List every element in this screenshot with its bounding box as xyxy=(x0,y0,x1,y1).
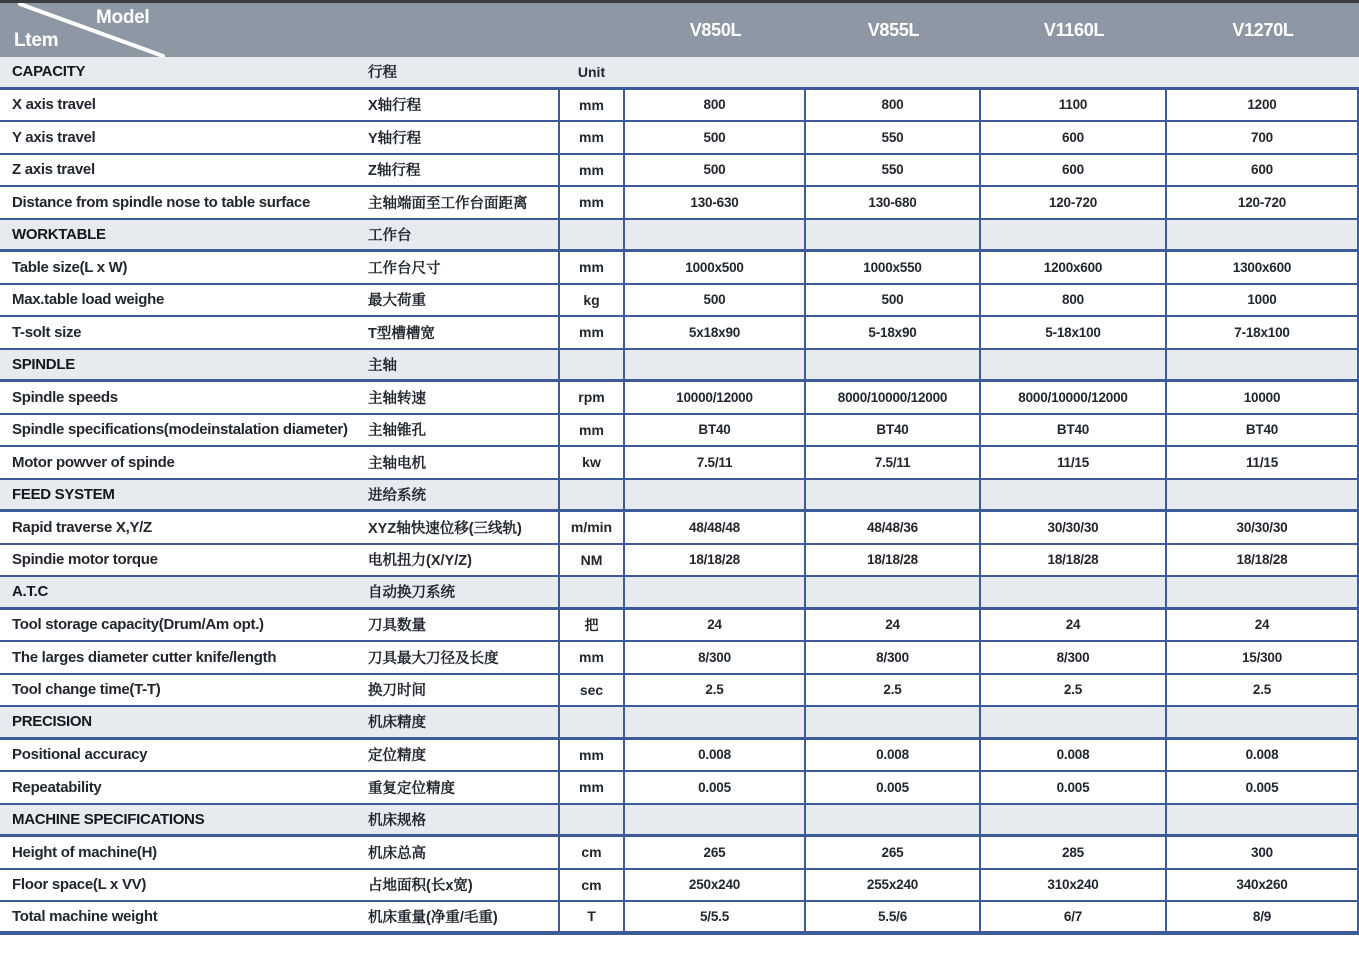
value-cell: 500 xyxy=(625,122,806,153)
value-cell: 5.5/6 xyxy=(806,902,981,931)
value-cell: 130-680 xyxy=(806,187,981,218)
value-cell xyxy=(625,480,806,510)
unit-cell: kw xyxy=(558,447,625,478)
item-name-en: Floor space(L x VV) xyxy=(12,876,147,894)
item-name-zh: 定位精度 xyxy=(368,748,426,765)
value-cell xyxy=(625,707,806,737)
value-cell: 600 xyxy=(981,122,1167,153)
unit-cell xyxy=(558,480,625,510)
spec-row xyxy=(0,837,1359,870)
value-cell: 500 xyxy=(625,285,806,316)
unit-cell: kg xyxy=(558,285,625,316)
value-cell: 30/30/30 xyxy=(981,512,1167,543)
spec-row xyxy=(0,610,1359,643)
spec-row xyxy=(0,870,1359,903)
section-title-zh: 行程 xyxy=(368,65,397,82)
value-cell: 1000 xyxy=(1167,285,1359,316)
item-name-zh: Y轴行程 xyxy=(368,130,422,147)
value-cell: 800 xyxy=(806,90,981,121)
spec-row xyxy=(0,512,1359,545)
value-cell: 5/5.5 xyxy=(625,902,806,931)
item-name-en: Tool change time(T-T) xyxy=(12,681,161,699)
section-header-row xyxy=(0,707,1359,740)
value-cell: 600 xyxy=(1167,155,1359,186)
unit-cell: mm xyxy=(558,642,625,673)
unit-cell: cm xyxy=(558,837,625,868)
unit-cell: cm xyxy=(558,870,625,901)
unit-cell: rpm xyxy=(558,382,625,413)
table-header-row xyxy=(0,3,1359,57)
value-cell: 250x240 xyxy=(625,870,806,901)
unit-cell: mm xyxy=(558,317,625,348)
value-cell: 0.005 xyxy=(806,772,981,803)
value-cell: 0.005 xyxy=(981,772,1167,803)
value-cell: 5-18x90 xyxy=(806,317,981,348)
value-cell xyxy=(981,480,1167,510)
unit-cell: sec xyxy=(558,675,625,706)
value-cell: 500 xyxy=(625,155,806,186)
spec-row xyxy=(0,285,1359,318)
item-name-zh: 主轴锥孔 xyxy=(368,423,426,440)
value-cell: 2.5 xyxy=(806,675,981,706)
item-name-en: Distance from spindle nose to table surface xyxy=(12,193,311,211)
item-name-en: Y axis travel xyxy=(12,128,96,146)
value-cell xyxy=(806,577,981,607)
unit-cell xyxy=(558,805,625,835)
value-cell xyxy=(981,707,1167,737)
spec-row xyxy=(0,675,1359,708)
value-cell: 1200 xyxy=(1167,90,1359,121)
section-header-row xyxy=(0,577,1359,610)
value-cell xyxy=(625,57,806,87)
item-name-en: X axis travel xyxy=(12,96,96,114)
section-header-row xyxy=(0,220,1359,253)
model-column-header: V1160L xyxy=(1043,19,1105,40)
value-cell: 265 xyxy=(625,837,806,868)
value-cell: 10000 xyxy=(1167,382,1359,413)
value-cell: 8000/10000/12000 xyxy=(981,382,1167,413)
value-cell: 550 xyxy=(806,122,981,153)
section-title-zh: 自动换刀系统 xyxy=(368,585,455,602)
item-name-zh: 最大荷重 xyxy=(368,293,426,310)
spec-row xyxy=(0,155,1359,188)
spec-row xyxy=(0,382,1359,415)
value-cell: 7.5/11 xyxy=(806,447,981,478)
value-cell xyxy=(806,350,981,380)
value-cell: 0.005 xyxy=(1167,772,1359,803)
item-name-en: Total machine weight xyxy=(12,907,158,925)
value-cell: 15/300 xyxy=(1167,642,1359,673)
section-title-en: WORKTABLE xyxy=(12,225,106,243)
item-name-en: Height of machine(H) xyxy=(12,843,157,861)
item-name-zh: 主轴端面至工作台面距离 xyxy=(368,195,528,212)
value-cell xyxy=(981,350,1167,380)
value-cell: 2.5 xyxy=(981,675,1167,706)
item-name-zh: 重复定位精度 xyxy=(368,780,455,797)
spec-row xyxy=(0,317,1359,350)
value-cell: 500 xyxy=(806,285,981,316)
value-cell xyxy=(625,220,806,250)
value-cell: 11/15 xyxy=(981,447,1167,478)
spec-row xyxy=(0,187,1359,220)
section-header-row xyxy=(0,480,1359,513)
unit-cell: Unit xyxy=(577,63,606,80)
value-cell: 1200x600 xyxy=(981,252,1167,283)
item-name-zh: 占地面积(长x宽) xyxy=(368,878,473,895)
value-cell: 18/18/28 xyxy=(806,545,981,576)
spec-row xyxy=(0,122,1359,155)
value-cell: 130-630 xyxy=(625,187,806,218)
value-cell: 24 xyxy=(1167,610,1359,641)
section-title-en: A.T.C xyxy=(12,583,49,601)
model-column-header: V855L xyxy=(867,19,920,40)
value-cell: 255x240 xyxy=(806,870,981,901)
value-cell: 18/18/28 xyxy=(1167,545,1359,576)
value-cell xyxy=(981,577,1167,607)
value-cell: 800 xyxy=(625,90,806,121)
value-cell: 8000/10000/12000 xyxy=(806,382,981,413)
value-cell: 700 xyxy=(1167,122,1359,153)
model-column-header: V1270L xyxy=(1232,19,1294,40)
item-name-zh: 机床重量(净重/毛重) xyxy=(368,909,498,926)
value-cell: BT40 xyxy=(1167,415,1359,446)
section-title-zh: 工作台 xyxy=(368,227,412,244)
value-cell xyxy=(981,57,1167,87)
value-cell: 285 xyxy=(981,837,1167,868)
unit-cell: NM xyxy=(558,545,625,576)
value-cell xyxy=(806,57,981,87)
item-name-zh: T型槽槽宽 xyxy=(368,325,435,342)
value-cell: 0.008 xyxy=(806,740,981,771)
value-cell: 120-720 xyxy=(981,187,1167,218)
section-title-en: SPINDLE xyxy=(12,355,75,373)
value-cell: 800 xyxy=(981,285,1167,316)
item-name-en: Spindie motor torque xyxy=(12,551,158,569)
corner-item-label: Ltem xyxy=(14,30,59,51)
item-name-en: Spindle specifications(modeinstalation diameter) xyxy=(12,421,348,439)
value-cell: 24 xyxy=(625,610,806,641)
unit-cell xyxy=(558,350,625,380)
value-cell: 1000x500 xyxy=(625,252,806,283)
value-cell: 5x18x90 xyxy=(625,317,806,348)
section-header-row xyxy=(0,57,1359,90)
value-cell: 8/300 xyxy=(806,642,981,673)
spec-row xyxy=(0,90,1359,123)
item-name-zh: XYZ轴快速位移(三线轨) xyxy=(368,520,522,537)
value-cell xyxy=(1167,220,1359,250)
value-cell: 1300x600 xyxy=(1167,252,1359,283)
spec-row xyxy=(0,902,1359,935)
item-name-en: Spindle speeds xyxy=(12,388,118,406)
spec-row xyxy=(0,545,1359,578)
unit-cell: 把 xyxy=(558,610,625,641)
item-name-zh: Z轴行程 xyxy=(368,163,421,180)
table-body xyxy=(0,57,1359,935)
value-cell: 1000x550 xyxy=(806,252,981,283)
item-name-zh: 主轴转速 xyxy=(368,390,426,407)
value-cell: 6/7 xyxy=(981,902,1167,931)
item-name-en: Tool storage capacity(Drum/Am opt.) xyxy=(12,616,264,634)
header-corner-cell xyxy=(0,3,625,57)
value-cell: BT40 xyxy=(806,415,981,446)
item-name-en: The larges diameter cutter knife/length xyxy=(12,648,277,666)
unit-cell: mm xyxy=(558,772,625,803)
value-cell: 0.008 xyxy=(625,740,806,771)
item-name-en: Z axis travel xyxy=(12,161,95,179)
value-cell xyxy=(981,220,1167,250)
item-name-en: Motor powver of spinde xyxy=(12,453,175,471)
value-cell: BT40 xyxy=(981,415,1167,446)
value-cell: BT40 xyxy=(625,415,806,446)
value-cell xyxy=(806,220,981,250)
value-cell xyxy=(981,805,1167,835)
item-name-zh: 主轴电机 xyxy=(368,455,426,472)
spec-row xyxy=(0,447,1359,480)
item-name-zh: 换刀时间 xyxy=(368,683,426,700)
unit-cell: mm xyxy=(558,740,625,771)
diagonal-divider-line xyxy=(0,3,558,57)
value-cell: 0.008 xyxy=(981,740,1167,771)
value-cell xyxy=(1167,805,1359,835)
value-cell: 5-18x100 xyxy=(981,317,1167,348)
value-cell: 18/18/28 xyxy=(625,545,806,576)
spec-row xyxy=(0,415,1359,448)
section-title-en: PRECISION xyxy=(12,713,92,731)
section-title-zh: 机床规格 xyxy=(368,812,426,829)
unit-cell: T xyxy=(558,902,625,931)
spec-row xyxy=(0,740,1359,773)
value-cell: 18/18/28 xyxy=(981,545,1167,576)
value-cell: 10000/12000 xyxy=(625,382,806,413)
value-cell: 310x240 xyxy=(981,870,1167,901)
unit-cell: mm xyxy=(558,90,625,121)
value-cell: 1100 xyxy=(981,90,1167,121)
value-cell: 265 xyxy=(806,837,981,868)
value-cell xyxy=(1167,350,1359,380)
value-cell: 120-720 xyxy=(1167,187,1359,218)
value-cell xyxy=(1167,57,1359,87)
section-title-zh: 主轴 xyxy=(368,357,397,374)
item-name-en: Repeatability xyxy=(12,778,102,796)
value-cell: 24 xyxy=(981,610,1167,641)
unit-cell xyxy=(558,707,625,737)
value-cell: 300 xyxy=(1167,837,1359,868)
value-cell xyxy=(1167,707,1359,737)
corner-model-label: Model xyxy=(96,7,150,28)
section-title-en: FEED SYSTEM xyxy=(12,485,115,503)
item-name-zh: 电机扭力(X/Y/Z) xyxy=(368,553,472,570)
unit-cell xyxy=(558,577,625,607)
section-header-row xyxy=(0,350,1359,383)
value-cell: 7-18x100 xyxy=(1167,317,1359,348)
value-cell: 24 xyxy=(806,610,981,641)
value-cell xyxy=(625,805,806,835)
value-cell: 340x260 xyxy=(1167,870,1359,901)
unit-cell: mm xyxy=(558,155,625,186)
value-cell xyxy=(806,805,981,835)
value-cell: 7.5/11 xyxy=(625,447,806,478)
section-title-en: CAPACITY xyxy=(12,63,86,81)
section-title-en: MACHINE SPECIFICATIONS xyxy=(12,810,205,828)
value-cell xyxy=(625,577,806,607)
model-column-header: V850L xyxy=(689,19,742,40)
unit-cell: mm xyxy=(558,415,625,446)
item-name-zh: 工作台尺寸 xyxy=(368,260,441,277)
item-name-en: Positional accuracy xyxy=(12,746,148,764)
value-cell xyxy=(1167,480,1359,510)
value-cell: 8/300 xyxy=(625,642,806,673)
item-name-zh: X轴行程 xyxy=(368,98,422,115)
value-cell xyxy=(806,707,981,737)
value-cell: 8/9 xyxy=(1167,902,1359,931)
value-cell: 8/300 xyxy=(981,642,1167,673)
value-cell: 2.5 xyxy=(1167,675,1359,706)
value-cell xyxy=(806,480,981,510)
value-cell: 48/48/36 xyxy=(806,512,981,543)
spec-row xyxy=(0,642,1359,675)
unit-cell: m/min xyxy=(558,512,625,543)
value-cell: 48/48/48 xyxy=(625,512,806,543)
item-name-zh: 刀具数量 xyxy=(368,618,426,635)
spec-row xyxy=(0,252,1359,285)
value-cell: 30/30/30 xyxy=(1167,512,1359,543)
value-cell xyxy=(1167,577,1359,607)
value-cell: 0.005 xyxy=(625,772,806,803)
section-header-row xyxy=(0,805,1359,838)
section-title-zh: 机床精度 xyxy=(368,715,426,732)
value-cell: 11/15 xyxy=(1167,447,1359,478)
item-name-zh: 刀具最大刀径及长度 xyxy=(368,650,499,667)
spec-row xyxy=(0,772,1359,805)
unit-cell: mm xyxy=(558,122,625,153)
value-cell: 550 xyxy=(806,155,981,186)
section-title-zh: 进给系统 xyxy=(368,487,426,504)
item-name-en: T-solt size xyxy=(12,323,82,341)
value-cell: 2.5 xyxy=(625,675,806,706)
item-name-en: Table size(L x W) xyxy=(12,258,128,276)
unit-cell: mm xyxy=(558,252,625,283)
value-cell: 0.008 xyxy=(1167,740,1359,771)
unit-cell xyxy=(558,220,625,250)
item-name-zh: 机床总高 xyxy=(368,845,426,862)
value-cell xyxy=(625,350,806,380)
item-name-en: Rapid traverse X,Y/Z xyxy=(12,518,152,536)
item-name-en: Max.table load weighe xyxy=(12,291,165,309)
unit-cell: mm xyxy=(558,187,625,218)
value-cell: 600 xyxy=(981,155,1167,186)
